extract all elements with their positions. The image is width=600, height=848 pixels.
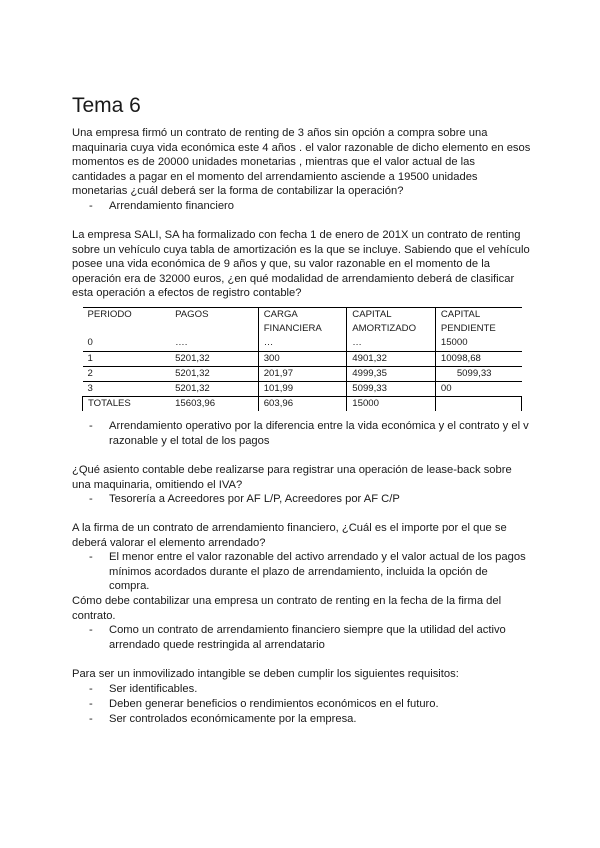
table-row xyxy=(83,397,522,412)
answer-text: Tesorería a Acreedores por AF L/P, Acreedores por AF C/P xyxy=(109,493,400,505)
text-line: deberá valorar el elemento arrendado? xyxy=(72,536,266,549)
table-cell: 3 xyxy=(83,382,171,397)
question-6 xyxy=(72,667,532,682)
text-line: maquinaria cuya vida económica este 4 años . el valor razonable de dicho elemento en esos xyxy=(72,141,531,154)
bullet-dash: - xyxy=(89,420,93,432)
text-line: operación era de 32000 euros, ¿en qué modalidad de arrendamiento deberá de clasificar xyxy=(72,272,515,285)
page-title: Tema 6 xyxy=(72,94,141,117)
table-cell: 4901,32 xyxy=(347,351,436,366)
table-cell: 15603,96 xyxy=(175,398,216,410)
table-header-row xyxy=(83,308,522,337)
text-line: posee una vida económica de 9 años y que, su valor razonable en el momento de la xyxy=(72,258,490,271)
table-cell: 5201,32 xyxy=(170,382,258,397)
table-cell: 0 xyxy=(87,337,93,349)
table-row xyxy=(83,336,522,351)
text-line: Para ser un inmovilizado intangible se deben cumplir los siguientes requisitos: xyxy=(72,668,459,680)
answer-text: Ser controlados económicamente por la empresa. xyxy=(109,713,357,725)
answer-6c xyxy=(89,712,529,727)
question-1 xyxy=(72,126,532,199)
answer-6b xyxy=(89,697,529,712)
table-cell: 603,96 xyxy=(258,397,347,412)
table-cell: TOTALES xyxy=(83,397,171,412)
answer-5 xyxy=(89,623,529,652)
table-row xyxy=(83,382,522,397)
answer-text: Deben generar beneficios o rendimientos económicos en el futuro. xyxy=(109,698,439,710)
bullet-dash: - xyxy=(89,551,93,563)
header-cell: CAPITAL PENDIENTE xyxy=(435,308,521,337)
table-cell: … xyxy=(347,336,436,351)
table-cell: …. xyxy=(175,337,188,349)
header-cell: PERIODO xyxy=(83,308,171,337)
bullet-dash: - xyxy=(89,200,93,212)
table-cell: 101,99 xyxy=(258,382,347,397)
table-cell: 1 xyxy=(83,351,171,366)
text-line: Cómo debe contabilizar una empresa un contrato de renting en la fecha de la firma del xyxy=(72,595,502,607)
question-4 xyxy=(72,521,532,550)
table-cell: 10098,68 xyxy=(435,351,521,366)
text-line: momentos es de 20000 unidades monetarias , mientras que el valor actual de las xyxy=(72,156,475,169)
table-cell: 5201,32 xyxy=(170,366,258,381)
text-line: cantidades a pagar en el momento del arrendamiento asciende a 19500 unidades xyxy=(72,170,478,183)
table-row xyxy=(83,366,522,381)
question-2 xyxy=(72,228,532,301)
answer-3 xyxy=(89,492,529,507)
table-cell: 5099,33 xyxy=(347,382,436,397)
table-cell: 300 xyxy=(258,351,347,366)
text-line: contrato. xyxy=(72,609,116,622)
header-cell: CAPITAL AMORTIZADO xyxy=(347,308,436,337)
text-line: sobre un vehículo cuya tabla de amortización es la que se incluye. Sabiendo que el vehículo xyxy=(72,243,530,256)
text-line: ¿Qué asiento contable debe realizarse para registrar una operación de lease-back sobre xyxy=(72,464,512,476)
table-cell: 15000 xyxy=(347,397,436,412)
text-line: una maquinaria, omitiendo el IVA? xyxy=(72,478,243,491)
table-cell: … xyxy=(258,336,347,351)
table-cell xyxy=(435,397,521,412)
answer-text: Ser identificables. xyxy=(109,683,198,695)
text-line: esta operación a efectos de registro contable? xyxy=(72,287,302,300)
answer-text: El menor entre el valor razonable del activo arrendado y el valor actual de los pagos mínimos acordados durante el plazo de arrendamiento, incluida la opción de compra. xyxy=(109,551,526,593)
table-cell: 201,97 xyxy=(258,366,347,381)
table-cell: 5201,32 xyxy=(170,351,258,366)
text-line: La empresa SALI, SA ha formalizado con fecha 1 de enero de 201X un contrato de renting xyxy=(72,229,521,241)
table-cell: 15000 xyxy=(435,336,521,351)
answer-2 xyxy=(89,419,529,448)
header-cell: CARGA FINANCIERA xyxy=(258,308,347,337)
header-cell: PAGOS xyxy=(170,308,258,337)
bullet-dash: - xyxy=(89,698,93,710)
answer-6a xyxy=(89,682,529,697)
answer-text: Arrendamiento operativo por la diferencia entre la vida económica y el contrato y el v razonable y el total de los pagos xyxy=(109,420,529,447)
text-line: Una empresa firmó un contrato de renting de 3 años sin opción a compra sobre una xyxy=(72,127,488,139)
question-3 xyxy=(72,463,532,492)
bullet-dash: - xyxy=(89,713,93,725)
question-5 xyxy=(72,594,532,623)
text-line: A la firma de un contrato de arrendamiento financiero, ¿Cuál es el importe por el que se xyxy=(72,522,507,534)
table-cell: 00 xyxy=(435,382,521,397)
answer-text: Como un contrato de arrendamiento financiero siempre que la utilidad del activo arrendado quede restringida al arrendatario xyxy=(109,624,506,651)
bullet-dash: - xyxy=(89,683,93,695)
table-cell: 2 xyxy=(83,366,171,381)
text-line: monetarias ¿cuál deberá ser la forma de contabilizar la operación? xyxy=(72,185,404,198)
table-cell: 4999,35 xyxy=(347,366,436,381)
answer-4 xyxy=(89,550,529,594)
answer-1 xyxy=(89,199,529,214)
answer-text: Arrendamiento financiero xyxy=(109,200,234,212)
table-row xyxy=(83,351,522,366)
bullet-dash: - xyxy=(89,493,93,505)
amortization-table xyxy=(82,307,522,411)
table-cell: 5099,33 xyxy=(435,366,521,381)
bullet-dash: - xyxy=(89,624,93,636)
